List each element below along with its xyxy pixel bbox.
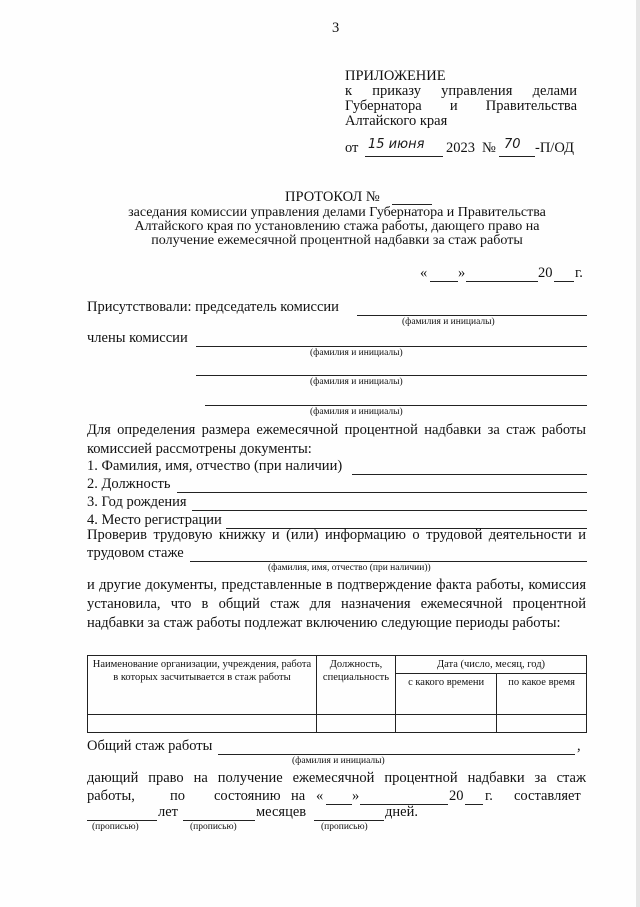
year-line (554, 281, 574, 282)
checked-line-1: Проверив трудовую книжку и (или) информацию о трудовой деятельности и (87, 527, 586, 543)
member-caption-3: (фамилия и инициалы) (310, 407, 403, 417)
final-word-na: на (291, 788, 306, 804)
field-birthyear-line (192, 510, 587, 511)
final-word-work: работы, (87, 788, 135, 804)
protocol-title: ПРОТОКОЛ № (285, 189, 380, 205)
work-periods-table (87, 655, 587, 733)
field-registration-label: 4. Место регистрации (87, 512, 222, 528)
month-line (466, 281, 538, 282)
final-word-state: состоянию (214, 788, 281, 804)
field-fio-line (352, 474, 587, 475)
number-underline (499, 156, 535, 157)
date-open-quote: « (420, 265, 428, 281)
date-century: 20 (538, 265, 553, 281)
years-line (87, 820, 157, 821)
day-line (430, 281, 458, 282)
handwritten-date: 15 июня (368, 137, 425, 152)
date-underline (365, 156, 443, 157)
table-row (88, 715, 587, 733)
table-cell (497, 715, 587, 733)
final-year-line (465, 804, 483, 805)
appendix-year: 2023 (446, 140, 475, 156)
years-label: лет (158, 804, 179, 820)
days-caption: (прописью) (321, 822, 368, 832)
field-position-line (177, 492, 587, 493)
field-fio-label: 1. Фамилия, имя, отчество (при наличии) (87, 458, 343, 474)
days-line (314, 820, 384, 821)
appendix-line-3: Алтайского края (345, 113, 448, 129)
final-close-quote: » (352, 788, 360, 804)
header-position: Должность, специальность (317, 656, 396, 715)
appendix-line-1: к приказу управления делами (345, 83, 577, 99)
checked-caption: (фамилия, имя, отчество (при наличии)) (268, 563, 431, 573)
title-line-3: получение ежемесячной процентной надбавки за стаж работы (151, 233, 523, 248)
chairman-caption: (фамилия и инициалы) (402, 317, 495, 327)
title-line-1: заседания комиссии управления делами Губернатора и Правительства (128, 205, 546, 220)
final-day-line (326, 804, 352, 805)
field-birthyear-label: 3. Год рождения (87, 494, 187, 510)
table-cell (396, 715, 497, 733)
final-line-1: дающий право на получение ежемесячной процентной надбавки за стаж (87, 770, 586, 786)
total-caption: (фамилия и инициалы) (292, 756, 385, 766)
table-header-row (88, 656, 587, 674)
table-cell (88, 715, 317, 733)
handwritten-number: 70 (504, 137, 521, 152)
final-open-quote: « (316, 788, 324, 804)
date-year-suffix: г. (575, 265, 583, 281)
header-organization: Наименование организации, учреждения, работа в которых засчитывается в стаж работы (88, 656, 317, 715)
appendix-title: ПРИЛОЖЕНИЕ (345, 68, 446, 84)
page-number: 3 (332, 20, 340, 36)
number-sign: № (482, 140, 496, 156)
member-caption-2: (фамилия и инициалы) (310, 377, 403, 387)
conclusion-paragraph: и другие документы, представленные в подтверждение факта работы, комиссия установила, что в общий стаж для назначения ежемесячной процентной надбавки за стаж работы подлежат включению следующие периоды работы: (87, 577, 586, 631)
header-to: по какое время (497, 674, 587, 715)
intro-paragraph: Для определения размера ежемесячной процентной надбавки за стаж работы комиссией рассмотрены документы: (87, 422, 586, 457)
table-cell (317, 715, 396, 733)
date-close-quote: » (458, 265, 466, 281)
chairman-line (357, 315, 587, 316)
months-line (183, 820, 255, 821)
years-caption: (прописью) (92, 822, 139, 832)
total-line (218, 754, 575, 755)
final-word-sost: составляет (514, 788, 581, 804)
member-line-2 (196, 375, 587, 376)
appendix-date-prefix: от (345, 140, 359, 156)
final-century: 20 (449, 788, 464, 804)
header-date: Дата (число, месяц, год) (396, 656, 587, 674)
months-caption: (прописью) (190, 822, 237, 832)
scan-edge (636, 0, 640, 907)
days-label: дней. (385, 804, 418, 820)
checked-name-line (190, 561, 587, 562)
title-line-2: Алтайского края по установлению стажа работы, дающего право на (134, 219, 540, 234)
member-caption-1: (фамилия и инициалы) (310, 348, 403, 358)
number-suffix: -П/ОД (535, 140, 574, 156)
appendix-line-2: Губернатора и Правительства (345, 98, 577, 114)
members-label: члены комиссии (87, 330, 188, 346)
field-position-label: 2. Должность (87, 476, 171, 492)
header-from: с какого времени (396, 674, 497, 715)
member-line-3 (205, 405, 587, 406)
total-comma: , (577, 738, 581, 754)
final-word-po: по (170, 788, 186, 804)
member-line-1 (196, 346, 587, 347)
chairman-label: Присутствовали: председатель комиссии (87, 299, 339, 315)
checked-line-2: трудовом стаже (87, 545, 184, 561)
months-label: месяцев (256, 804, 307, 820)
total-label: Общий стаж работы (87, 738, 213, 754)
final-g: г. (485, 788, 493, 804)
